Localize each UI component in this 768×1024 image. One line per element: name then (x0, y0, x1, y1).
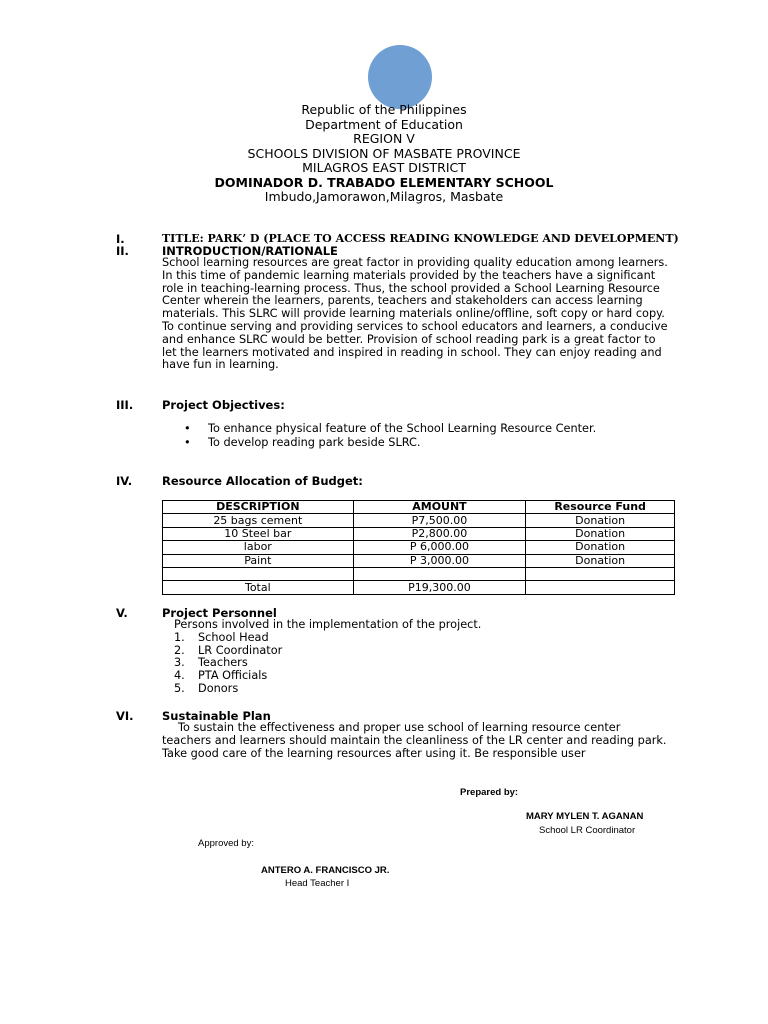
header-school-name: DOMINADOR D. TRABADO ELEMENTARY SCHOOL (214, 174, 554, 190)
budget-table (162, 500, 675, 595)
budget-header-amount: AMOUNT (353, 501, 526, 514)
budget-cell: P 3,000.00 (353, 554, 526, 567)
budget-header-row (163, 501, 675, 514)
list-label: Donors (198, 681, 239, 695)
budget-cell: Total (163, 581, 354, 594)
list-number: 4. (174, 669, 185, 683)
section-4-title: Resource Allocation of Budget: (162, 474, 363, 488)
table-row-total (163, 581, 675, 594)
table-row (163, 567, 675, 580)
list-number: 3. (174, 656, 185, 670)
budget-cell: Donation (526, 527, 675, 540)
budget-cell: P 6,000.00 (353, 541, 526, 554)
table-row (163, 541, 675, 554)
section-1-number: I. (116, 232, 125, 246)
section-2-number: II. (116, 244, 129, 258)
budget-cell: Donation (526, 554, 675, 567)
budget-cell: P7,500.00 (353, 514, 526, 527)
list-number: 5. (174, 681, 185, 695)
list-item (162, 683, 672, 696)
header-republic: Republic of the Philippines (301, 102, 467, 117)
budget-cell: Donation (526, 514, 675, 527)
section-3-title: Project Objectives: (162, 398, 285, 412)
budget-cell: 25 bags cement (163, 514, 354, 527)
budget-cell: labor (163, 541, 354, 554)
budget-cell: P2,800.00 (353, 527, 526, 540)
budget-cell: Paint (163, 554, 354, 567)
list-item (162, 670, 672, 683)
section-2-title: INTRODUCTION/RATIONALE (162, 244, 338, 258)
rationale-paragraph-2: To continue serving and providing services to school educators and learners, a conducive and enhance SLRC would be better. Provision of school reading park is a great factor to let the learners motivated and inspired in reading in school. They can enjoy reading and have fun in learning. (162, 319, 668, 372)
rationale-paragraph-1: School learning resources are great factor in providing quality education among learners. In this time of pandemic learning materials provided by the teachers have a significant role in teaching-learning process. Thus, the school provided a School Learning Resource Center wherein the learners, parents, teachers and stakeholders can access learning materials. This SLRC will provide learning materials online/offline, soft copy or hard copy. (162, 256, 668, 321)
school-logo (368, 45, 432, 109)
prepared-by-name: MARY MYLEN T. AGANAN (526, 811, 644, 822)
budget-header-fund: Resource Fund (526, 501, 675, 514)
table-row (163, 527, 675, 540)
section-6-number: VI. (116, 709, 134, 723)
list-label: School Head (198, 630, 269, 644)
prepared-by-label: Prepared by: (460, 787, 519, 798)
objectives-list-container (162, 422, 672, 450)
personnel-block (162, 619, 672, 696)
budget-cell (353, 567, 526, 580)
budget-cell (163, 567, 354, 580)
table-row (163, 514, 675, 527)
objective-item: • To enhance physical feature of the School Learning Resource Center. (162, 422, 672, 436)
budget-cell: Donation (526, 541, 675, 554)
objectives-list (162, 422, 672, 450)
document-header (0, 103, 768, 205)
personnel-intro: Persons involved in the implementation of the project. (174, 618, 482, 631)
list-number: 1. (174, 630, 185, 644)
header-department: Department of Education (305, 116, 463, 132)
header-address: Imbudo,Jamorawon,Milagros, Masbate (264, 189, 504, 204)
budget-cell: P19,300.00 (353, 581, 526, 594)
section-3-number: III. (116, 398, 134, 412)
list-label: Teachers (198, 656, 248, 670)
sustainable-plan-text: To sustain the effectiveness and proper use school of learning resource center teachers and learners should maintain the cleanliness of the LR center and reading park. Take good care of the learning resources after using it. Be responsible user (162, 721, 667, 760)
section-5-number: V. (116, 606, 128, 620)
personnel-list (162, 632, 672, 696)
budget-cell: 10 Steel bar (163, 527, 354, 540)
prepared-by-title: School LR Coordinator (539, 825, 636, 836)
approved-by-label: Approved by: (198, 838, 254, 849)
budget-cell (526, 581, 675, 594)
section-1-title: TITLE: PARK’ D (PLACE TO ACCESS READING KNOWLEDGE AND DEVELOPMENT) (162, 232, 679, 245)
list-label: PTA Officials (198, 669, 268, 683)
approved-by-title: Head Teacher I (285, 878, 350, 889)
section-6-title: Sustainable Plan (162, 709, 271, 723)
table-row (163, 554, 675, 567)
header-division: SCHOOLS DIVISION OF MASBATE PROVINCE (247, 145, 521, 161)
budget-header-description: DESCRIPTION (163, 501, 354, 514)
header-district: MILAGROS EAST DISTRICT (302, 160, 466, 175)
budget-cell (526, 567, 675, 580)
list-number: 2. (174, 643, 185, 657)
objective-item: • To develop reading park beside SLRC. (162, 436, 672, 450)
section-5-title: Project Personnel (162, 606, 277, 620)
section-4-number: IV. (116, 474, 133, 488)
rationale-text (162, 257, 672, 372)
approved-by-name: ANTERO A. FRANCISCO JR. (261, 865, 390, 876)
list-label: LR Coordinator (198, 643, 283, 657)
header-region: REGION V (353, 131, 415, 146)
